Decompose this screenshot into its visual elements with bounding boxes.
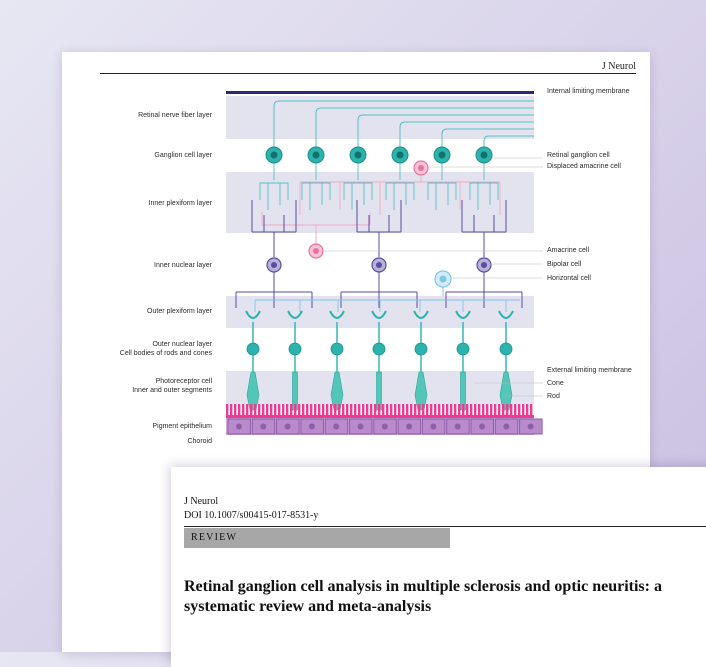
- label-horizontal-cell: Horizontal cell: [547, 275, 591, 282]
- label-retinal-ganglion-cell: Retinal ganglion cell: [547, 152, 610, 159]
- photoreceptor-nucleus-1: [289, 343, 301, 355]
- label-pigment-epithelium: Pigment epithelium: [152, 423, 212, 430]
- doi: DOI 10.1007/s00415-017-8531-y: [184, 510, 319, 521]
- label-photoreceptor-cell: Photoreceptor cell: [155, 378, 212, 385]
- pigment-epithelium: [226, 404, 542, 435]
- layer-bands: [226, 91, 534, 404]
- label-external-limiting-membrane: External limiting membrane: [547, 367, 632, 374]
- front-page-journal: J Neurol: [184, 496, 219, 507]
- front-page-rule: [184, 526, 706, 527]
- article-title: Retinal ganglion cell analysis in multiple sclerosis and optic neuritis: a systematic review and meta-analysis: [184, 578, 662, 615]
- label-inner-outer-segments: Inner and outer segments: [132, 387, 212, 394]
- photoreceptor-nucleus-6: [500, 343, 512, 355]
- section-band: [184, 528, 450, 548]
- label-bipolar-cell: Bipolar cell: [547, 261, 582, 268]
- photoreceptor-nucleus-4: [415, 343, 427, 355]
- pigment-band: [226, 415, 534, 418]
- photoreceptor-nucleus-0: [247, 343, 259, 355]
- front-page: [171, 467, 706, 667]
- label-cone: Cone: [547, 380, 564, 387]
- layer-band-0: [226, 96, 534, 139]
- label-internal-limiting-membrane: Internal limiting membrane: [547, 88, 630, 95]
- section-label: REVIEW: [191, 532, 238, 543]
- photoreceptor-nucleus-5: [457, 343, 469, 355]
- photoreceptor-nucleus-2: [331, 343, 343, 355]
- internal-limiting-membrane: [226, 91, 534, 94]
- label-rod-cone-cell-bodies: Cell bodies of rods and cones: [119, 350, 212, 357]
- label-inner-nuclear-layer: Inner nuclear layer: [154, 262, 212, 269]
- label-displaced-amacrine-cell: Displaced amacrine cell: [547, 163, 621, 170]
- photoreceptor-nucleus-3: [373, 343, 385, 355]
- label-choroid: Choroid: [187, 438, 212, 445]
- back-page-journal: J Neurol: [601, 61, 636, 72]
- label-rod: Rod: [547, 393, 560, 400]
- label-amacrine-cell: Amacrine cell: [547, 247, 590, 254]
- label-outer-plexiform-layer: Outer plexiform layer: [147, 308, 212, 315]
- label-ganglion-cell-layer: Ganglion cell layer: [154, 152, 212, 159]
- label-outer-nuclear-layer: Outer nuclear layer: [152, 341, 212, 348]
- label-nerve-fiber-layer: Retinal nerve fiber layer: [138, 112, 212, 119]
- neural-connections: [236, 101, 534, 372]
- label-inner-plexiform-layer: Inner plexiform layer: [148, 200, 212, 207]
